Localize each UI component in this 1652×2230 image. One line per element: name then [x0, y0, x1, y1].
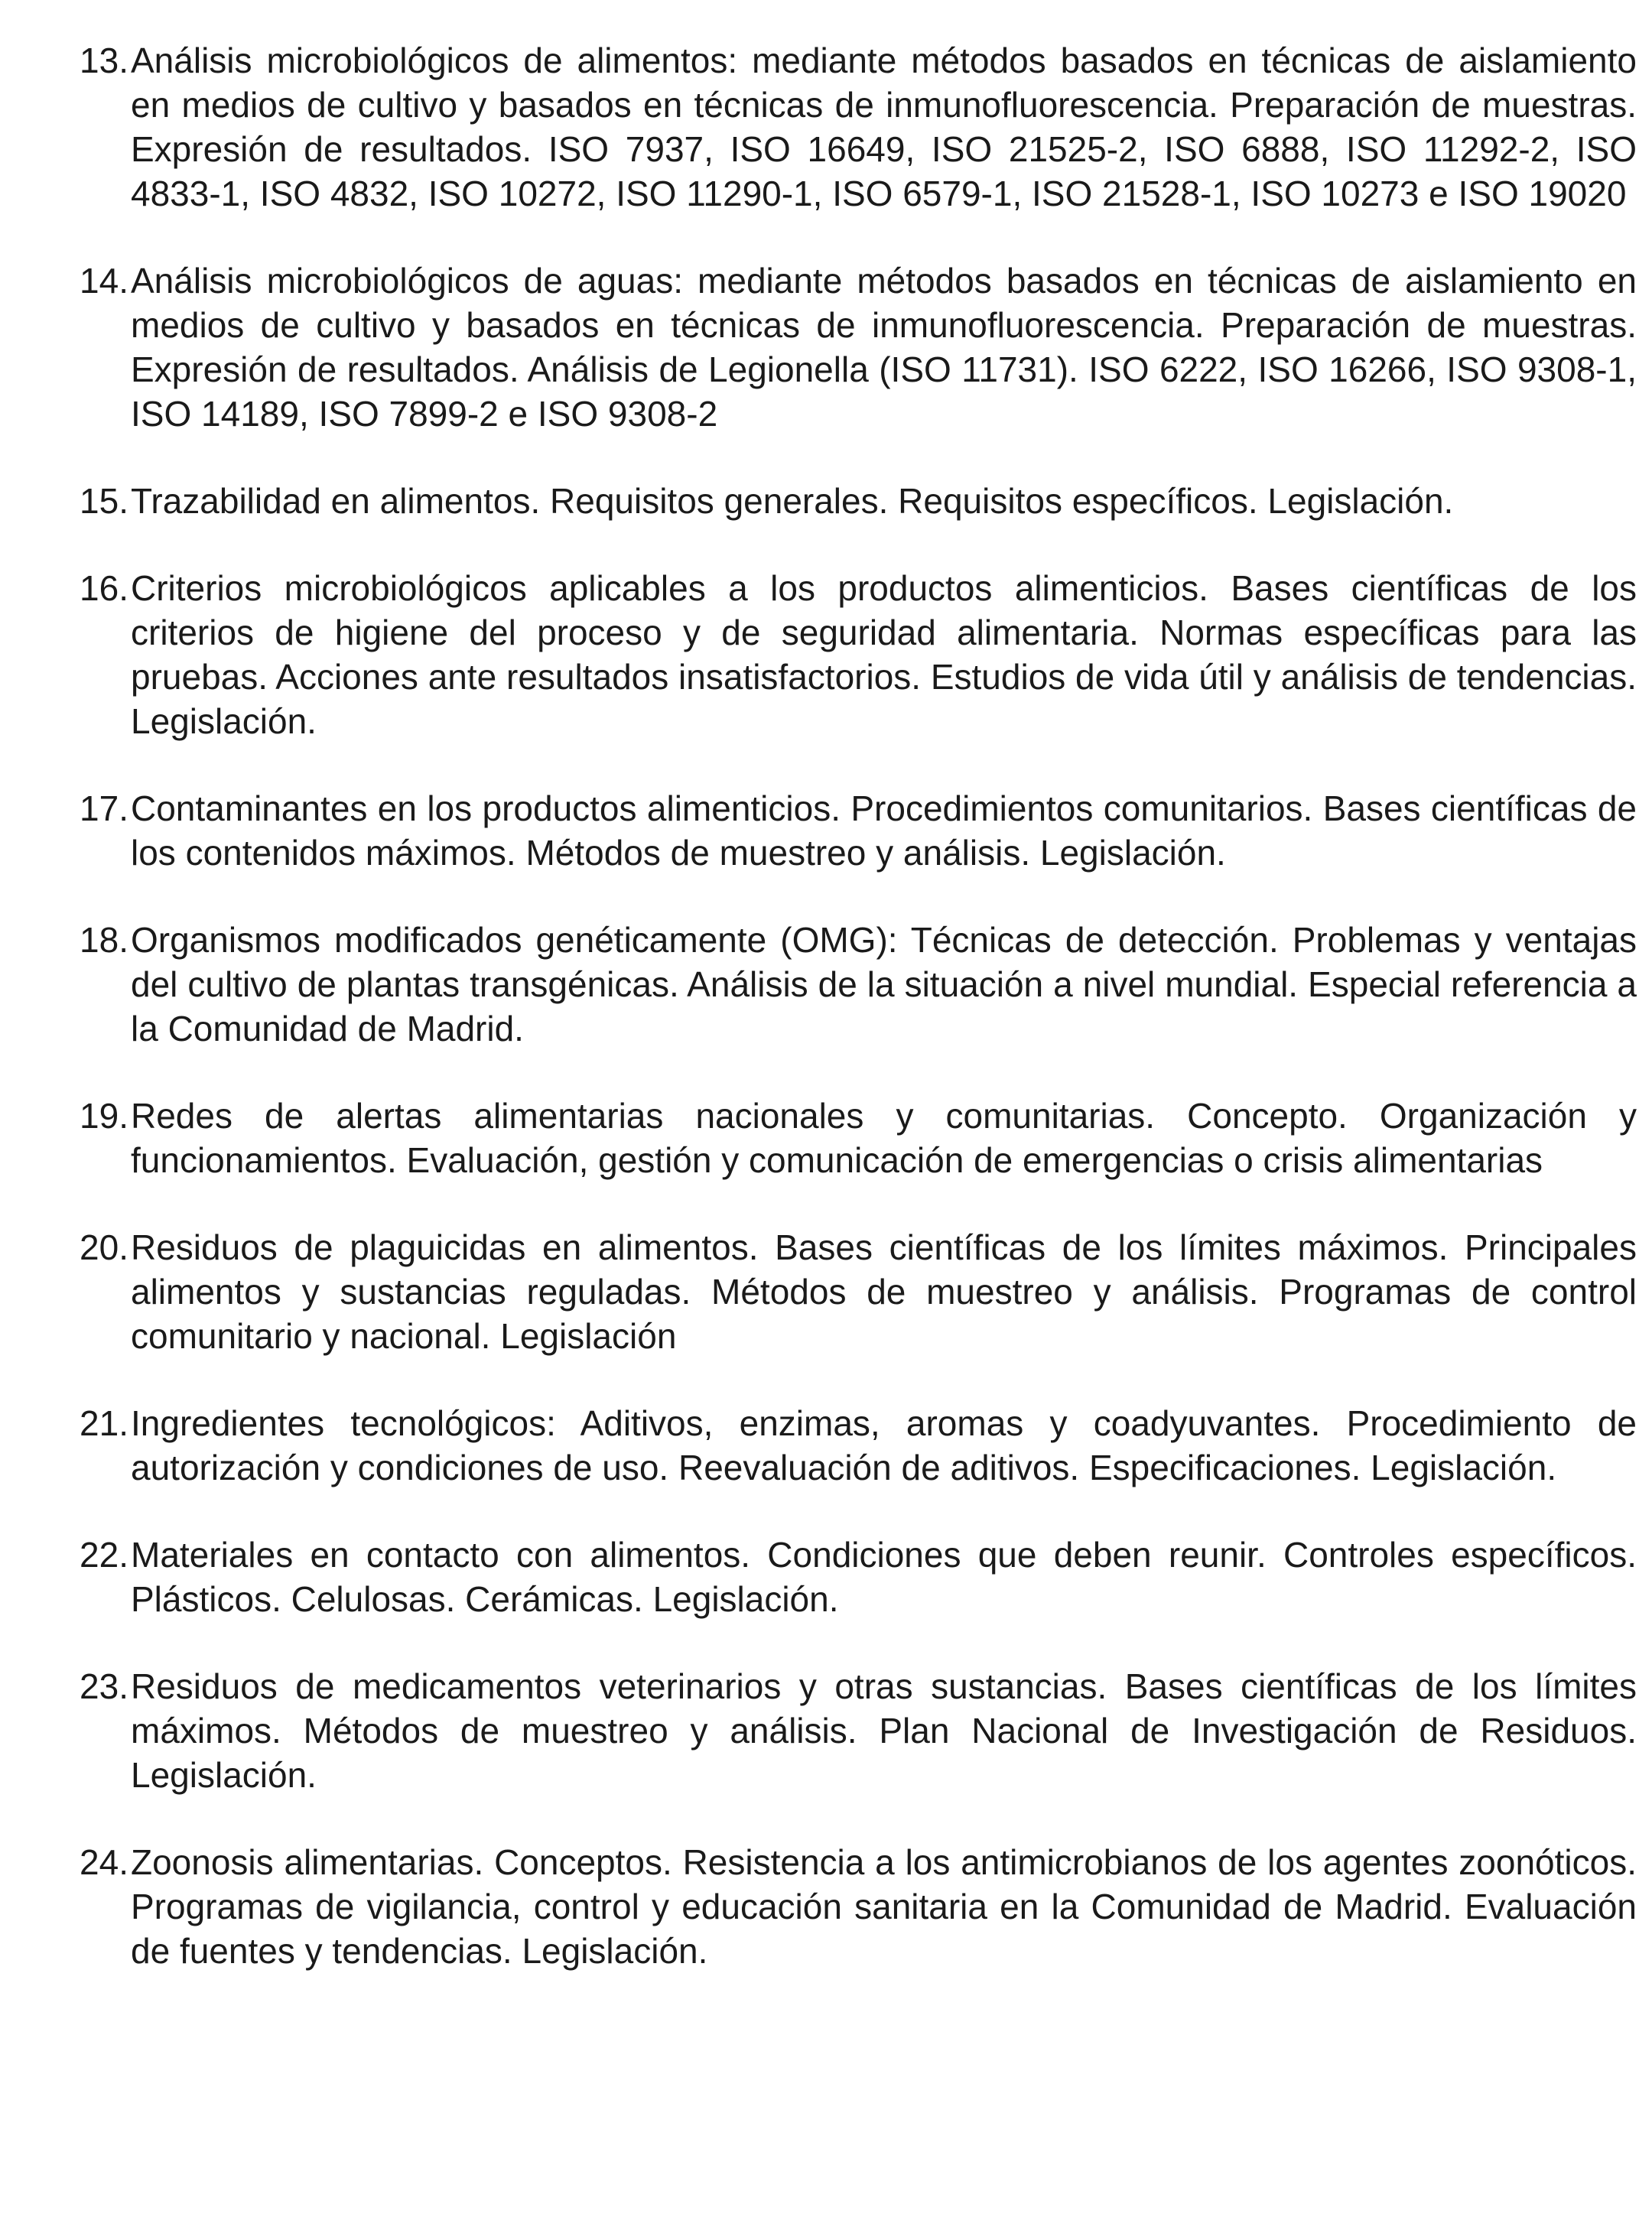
topic-text: Análisis microbiológicos de aguas: mediante métodos basados en técnicas de aislamiento en medios de cultivo y basados en técnicas de inmunofluorescencia. Preparación de muestras. Expresión de resultados. Análisis de Legionella (ISO 11731). ISO 6222, ISO 16266, ISO 9308-1, ISO 14189, ISO 7899-2 e ISO 9308-2	[131, 261, 1637, 434]
topic-number: 19.	[80, 1096, 128, 1136]
topic-item-21	[61, 1401, 1637, 1490]
topic-item-19	[61, 1094, 1637, 1182]
topic-text: Ingredientes tecnológicos: Aditivos, enzimas, aromas y coadyuvantes. Procedimiento de autorización y condiciones de uso. Reevaluación de aditivos. Especificaciones. Legislación.	[131, 1403, 1637, 1487]
topic-text: Residuos de plaguicidas en alimentos. Bases científicas de los límites máximos. Principales alimentos y sustancias reguladas. Métodos de muestreo y análisis. Programas de control comunitario y nacional. Legislación	[131, 1227, 1637, 1356]
topic-text: Materiales en contacto con alimentos. Condiciones que deben reunir. Controles específicos. Plásticos. Celulosas. Cerámicas. Legislación.	[131, 1535, 1637, 1619]
topic-item-24	[61, 1840, 1637, 1973]
topic-item-23	[61, 1664, 1637, 1797]
topic-item-18	[61, 918, 1637, 1051]
topic-text: Trazabilidad en alimentos. Requisitos generales. Requisitos específicos. Legislación.	[131, 481, 1454, 521]
topic-number: 17.	[80, 788, 128, 828]
topic-item-16	[61, 566, 1637, 743]
topic-number: 22.	[80, 1535, 128, 1575]
topic-number: 15.	[80, 481, 128, 521]
topic-number: 18.	[80, 920, 128, 960]
topic-text: Contaminantes en los productos alimenticios. Procedimientos comunitarios. Bases científicas de los contenidos máximos. Métodos de muestreo y análisis. Legislación.	[131, 788, 1637, 873]
topic-item-17	[61, 786, 1637, 875]
topic-number: 13.	[80, 41, 128, 80]
topic-number: 16.	[80, 568, 128, 608]
topic-item-14	[61, 258, 1637, 436]
topic-item-20	[61, 1225, 1637, 1358]
topic-text: Zoonosis alimentarias. Conceptos. Resistencia a los antimicrobianos de los agentes zoonóticos. Programas de vigilancia, control y educación sanitaria en la Comunidad de Madrid. Evaluación de fuentes y tendencias. Legislación.	[131, 1842, 1637, 1971]
topic-text: Organismos modificados genéticamente (OMG): Técnicas de detección. Problemas y ventajas del cultivo de plantas transgénicas. Análisis de la situación a nivel mundial. Especial referencia a la Comunidad de Madrid.	[131, 920, 1637, 1048]
topic-item-15	[61, 479, 1637, 523]
topic-text: Análisis microbiológicos de alimentos: mediante métodos basados en técnicas de aislamiento en medios de cultivo y basados en técnicas de inmunofluorescencia. Preparación de muestras. Expresión de resultados. ISO 7937, ISO 16649, ISO 21525-2, ISO 6888, ISO 11292-2, ISO 4833-1, ISO 4832, ISO 10272, ISO 11290-1, ISO 6579-1, ISO 21528-1, ISO 10273 e ISO 19020	[131, 41, 1637, 213]
topic-number: 21.	[80, 1403, 128, 1443]
topic-text: Criterios microbiológicos aplicables a los productos alimenticios. Bases científicas de los criterios de higiene del proceso y de seguridad alimentaria. Normas específicas para las pruebas. Acciones ante resultados insatisfactorios. Estudios de vida útil y análisis de tendencias. Legislación.	[131, 568, 1637, 741]
topic-list	[61, 38, 1637, 2016]
topic-text: Residuos de medicamentos veterinarios y otras sustancias. Bases científicas de los límites máximos. Métodos de muestreo y análisis. Plan Nacional de Investigación de Residuos. Legislación.	[131, 1666, 1637, 1795]
topic-number: 14.	[80, 261, 128, 301]
topic-number: 20.	[80, 1227, 128, 1267]
topic-item-13	[61, 38, 1637, 216]
topic-item-22	[61, 1533, 1637, 1621]
topic-text: Redes de alertas alimentarias nacionales y comunitarias. Concepto. Organización y funcionamientos. Evaluación, gestión y comunicación de emergencias o crisis alimentarias	[131, 1096, 1637, 1180]
topic-number: 23.	[80, 1666, 128, 1706]
topic-number: 24.	[80, 1842, 128, 1882]
